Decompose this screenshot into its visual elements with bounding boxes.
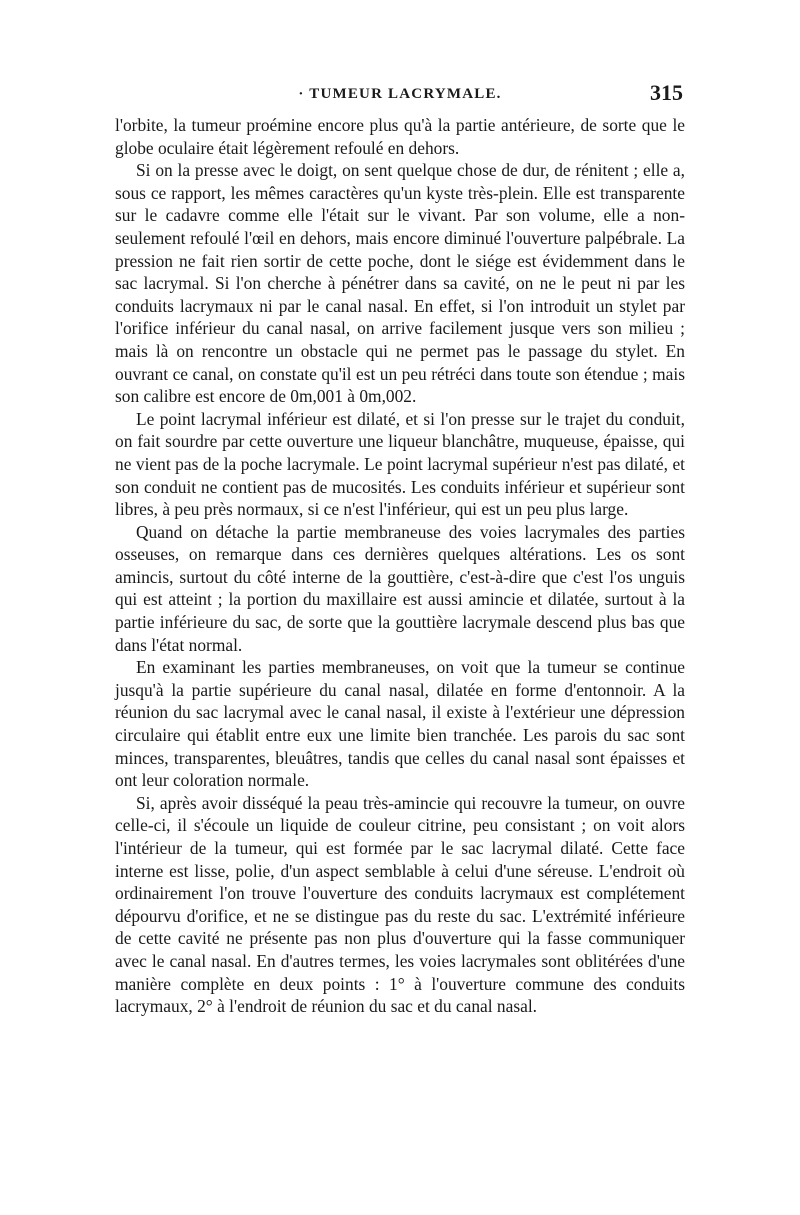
paragraph-5: En examinant les parties membraneuses, on voit que la tumeur se continue jusqu'à la partie supérieure du canal nasal, dilatée en forme d'entonnoir. A la réunion du sac lacrymal avec le canal nasal, il existe à l'extérieur une dépression circulaire qui établit entre eux une limite bien tranchée. Les parois du sac sont minces, transparentes, bleuâtres, tandis que celles du canal nasal sont épaisses et ont leur coloration normale.	[115, 657, 685, 791]
running-head	[115, 80, 685, 114]
body-text	[115, 114, 685, 1018]
running-title: · TUMEUR LACRYMALE.	[298, 86, 502, 102]
paragraph-6: Si, après avoir disséqué la peau très-amincie qui recouvre la tumeur, on ouvre celle-ci, il s'écoule un liquide de couleur citrine, peu consistant ; on voit alors l'intérieur de la tumeur, qui est formée par le sac lacrymal dilaté. Cette face interne est lisse, polie, d'un aspect semblable à celui d'une séreuse. L'endroit où ordinairement l'on trouve l'ouverture des conduits lacrymaux est complétement dépourvu d'orifice, et ne se distingue pas du reste du sac. L'extrémité inférieure de cette cavité ne présente pas non plus d'ouverture qui la fasse communiquer avec le canal nasal. En d'autres termes, les voies lacrymales sont oblitérées d'une manière complète en deux points : 1° à l'ouverture commune des conduits lacrymaux, 2° à l'endroit de réunion du sac et du canal nasal.	[115, 792, 685, 1017]
book-page	[115, 80, 685, 1018]
paragraph-3: Le point lacrymal inférieur est dilaté, et si l'on presse sur le trajet du conduit, on fait sourdre par cette ouverture une liqueur blanchâtre, muqueuse, épaisse, qui ne vient pas de la poche lacrymale. Le point lacrymal supérieur n'est pas dilaté, et son conduit ne contient pas de mucosités. Les conduits inférieur et supérieur sont libres, à peu près normaux, si ce n'est l'inférieur, qui est un peu plus large.	[115, 408, 685, 520]
paragraph-1: l'orbite, la tumeur proémine encore plus qu'à la partie antérieure, de sorte que le globe oculaire était légèrement refoulé en dehors.	[115, 115, 685, 158]
paragraph-2: Si on la presse avec le doigt, on sent quelque chose de dur, de rénitent ; elle a, sous ce rapport, les mêmes caractères qu'un kyste très-plein. Elle est transparente sur le cadavre comme elle l'était sur le vivant. Par son volume, elle a non-seulement refoulé l'œil en dehors, mais encore diminué l'ouverture palpébrale. La pression ne fait rien sortir de cette poche, dont le siége est évidemment dans le sac lacrymal. Si l'on cherche à pénétrer dans sa cavité, on ne le peut ni par les conduits lacrymaux ni par le canal nasal. En effet, si l'on introduit un stylet par l'orifice inférieur du canal nasal, on arrive facilement jusque vers son milieu ; mais là on rencontre un obstacle qui ne permet pas le passage du stylet. En ouvrant ce canal, on constate qu'il est un peu rétréci dans toute son étendue ; mais son calibre est encore de 0m,001 à 0m,002.	[115, 160, 685, 407]
paragraph-4: Quand on détache la partie membraneuse des voies lacrymales des parties osseuses, on remarque dans ces dernières quelques altérations. Les os sont amincis, surtout du côté interne de la gouttière, c'est-à-dire que c'est l'os unguis qui est atteint ; la portion du maxillaire est aussi amincie et dilatée, surtout à la partie inférieure du sac, de sorte que la gouttière lacrymale descend plus bas que dans l'état normal.	[115, 521, 685, 655]
page-number: 315	[650, 80, 683, 105]
